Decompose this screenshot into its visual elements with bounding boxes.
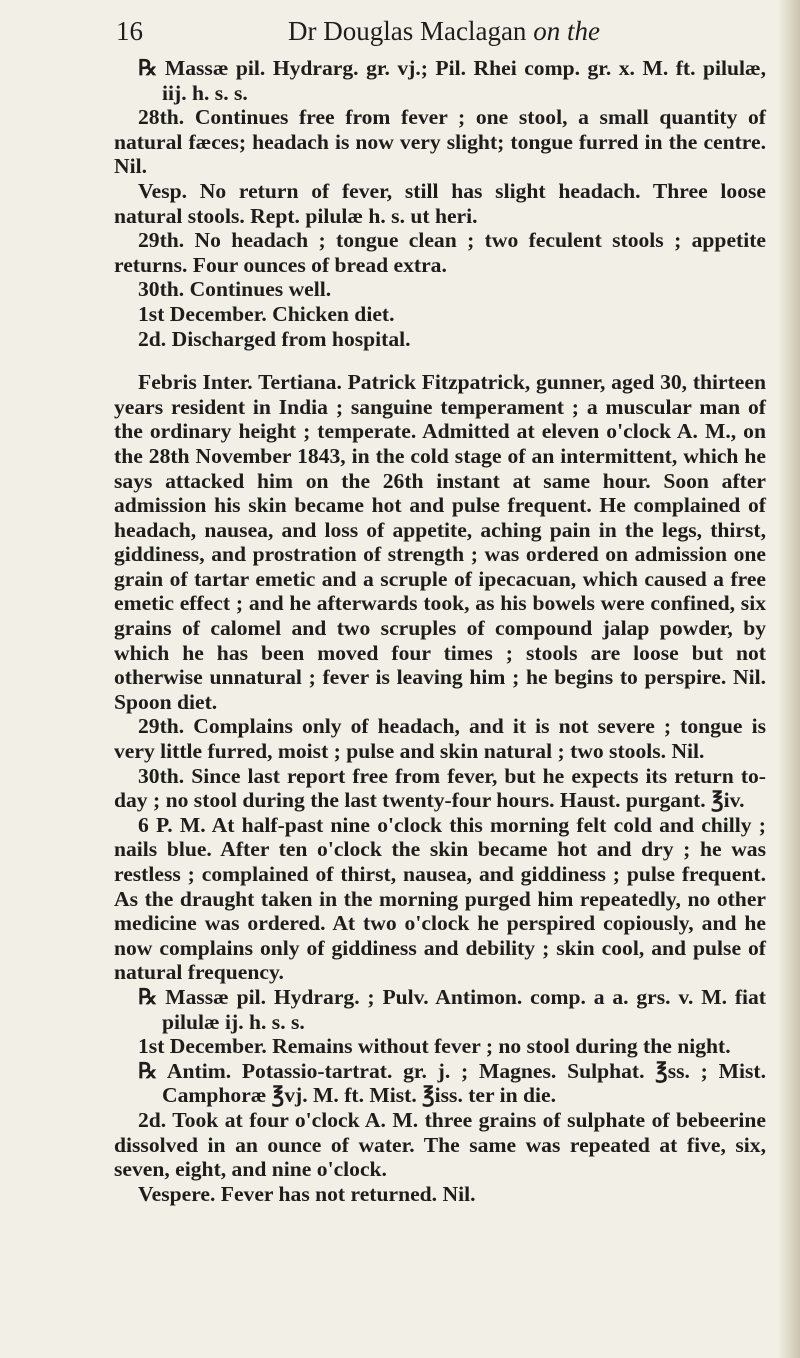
case-paragraph: 28th. Continues free from fever ; one stool, a small quantity of natural fæces; headach is now very slight; tongue furred in the centre. Nil. <box>114 105 766 179</box>
case-paragraph: 2d. Discharged from hospital. <box>138 326 411 351</box>
case-intro-paragraph: Febris Inter. Tertiana. Patrick Fitzpatrick, gunner, aged 30, thirteen years resident in India ; sanguine temperament ; a muscular man of the ordinary height ; temperate. Admitted at eleven o'clock A. M., on the 28th November 1843, in the cold stage of an intermittent, which he says attacked him on the 26th instant at same hour. Soon after admission his skin became hot and pulse frequent. He complained of headach, nausea, and loss of appetite, aching pain in the legs, thirst, giddiness, and prostration of strength ; was ordered on admission one grain of tartar emetic and a scruple of ipecacuan, which caused a free emetic effect ; and he afterwards took, as his bowels were confined, six grains of calomel and two scruples of compound jalap powder, by which he has been moved four times ; stools are loose but not otherwise unnatural ; fever is leaving him ; he begins to perspire. Nil. Spoon diet. <box>114 370 766 714</box>
case-paragraph: 30th. Since last report free from fever, but he expects its return to-day ; no stool during the last twenty-four hours. Haust. purgant. ℥iv. <box>114 763 766 813</box>
case-paragraph: 2d. Took at four o'clock A. M. three grains of sulphate of bebeerine dissolved in an ounce of water. The same was repeated at five, six, seven, eight, and nine o'clock. <box>114 1107 766 1182</box>
case-paragraph: 30th. Continues well. <box>138 277 332 302</box>
case-paragraph: 1st December. Chicken diet. <box>138 301 395 326</box>
case-paragraph: 1st December. Remains without fever ; no stool during the night. <box>138 1034 731 1059</box>
running-title: Dr Douglas Maclagan on the <box>288 16 600 46</box>
case-paragraph: Vesp. No return of fever, still has slight headach. Three loose natural stools. Rept. pilulæ h. s. ut heri. <box>114 178 766 228</box>
page-number: 16 <box>116 16 143 46</box>
prescription-paragraph: ℞ Massæ pil. Hydrarg. gr. vj.; Pil. Rhei comp. gr. x. M. ft. pilulæ, iij. h. s. s. <box>138 56 766 105</box>
case-paragraph: 29th. No headach ; tongue clean ; two feculent stools ; appetite returns. Four ounces of bread extra. <box>114 228 766 277</box>
section-gap <box>114 351 766 370</box>
running-header <box>96 12 786 52</box>
prescription-paragraph: ℞ Massæ pil. Hydrarg. ; Pulv. Antimon. comp. a a. grs. v. M. fiat pilulæ ij. h. s. s. <box>138 984 766 1034</box>
page-body <box>114 56 766 1206</box>
prescription-paragraph: ℞ Antim. Potassio-tartrat. gr. j. ; Magnes. Sulphat. ℥ss. ; Mist. Camphoræ ℥vj. M. ft. Mist. ℥iss. ter in die. <box>138 1058 766 1108</box>
case-paragraph: 29th. Complains only of headach, and it is not severe ; tongue is very little furred, moist ; pulse and skin natural ; two stools. Nil. <box>114 714 766 764</box>
page-edge-shadow <box>778 0 800 1358</box>
case-paragraph: 6 P. M. At half-past nine o'clock this morning felt cold and chilly ; nails blue. After ten o'clock the skin became hot and dry ; he was restless ; complained of thirst, nausea, and giddiness ; pulse frequent. As the draught taken in the morning purged him repeatedly, no other medicine was ordered. At two o'clock he perspired copiously, and he now complains only of giddiness and debility ; skin cool, and pulse of natural frequency. <box>114 812 766 985</box>
case-paragraph: Vespere. Fever has not returned. Nil. <box>138 1181 476 1206</box>
